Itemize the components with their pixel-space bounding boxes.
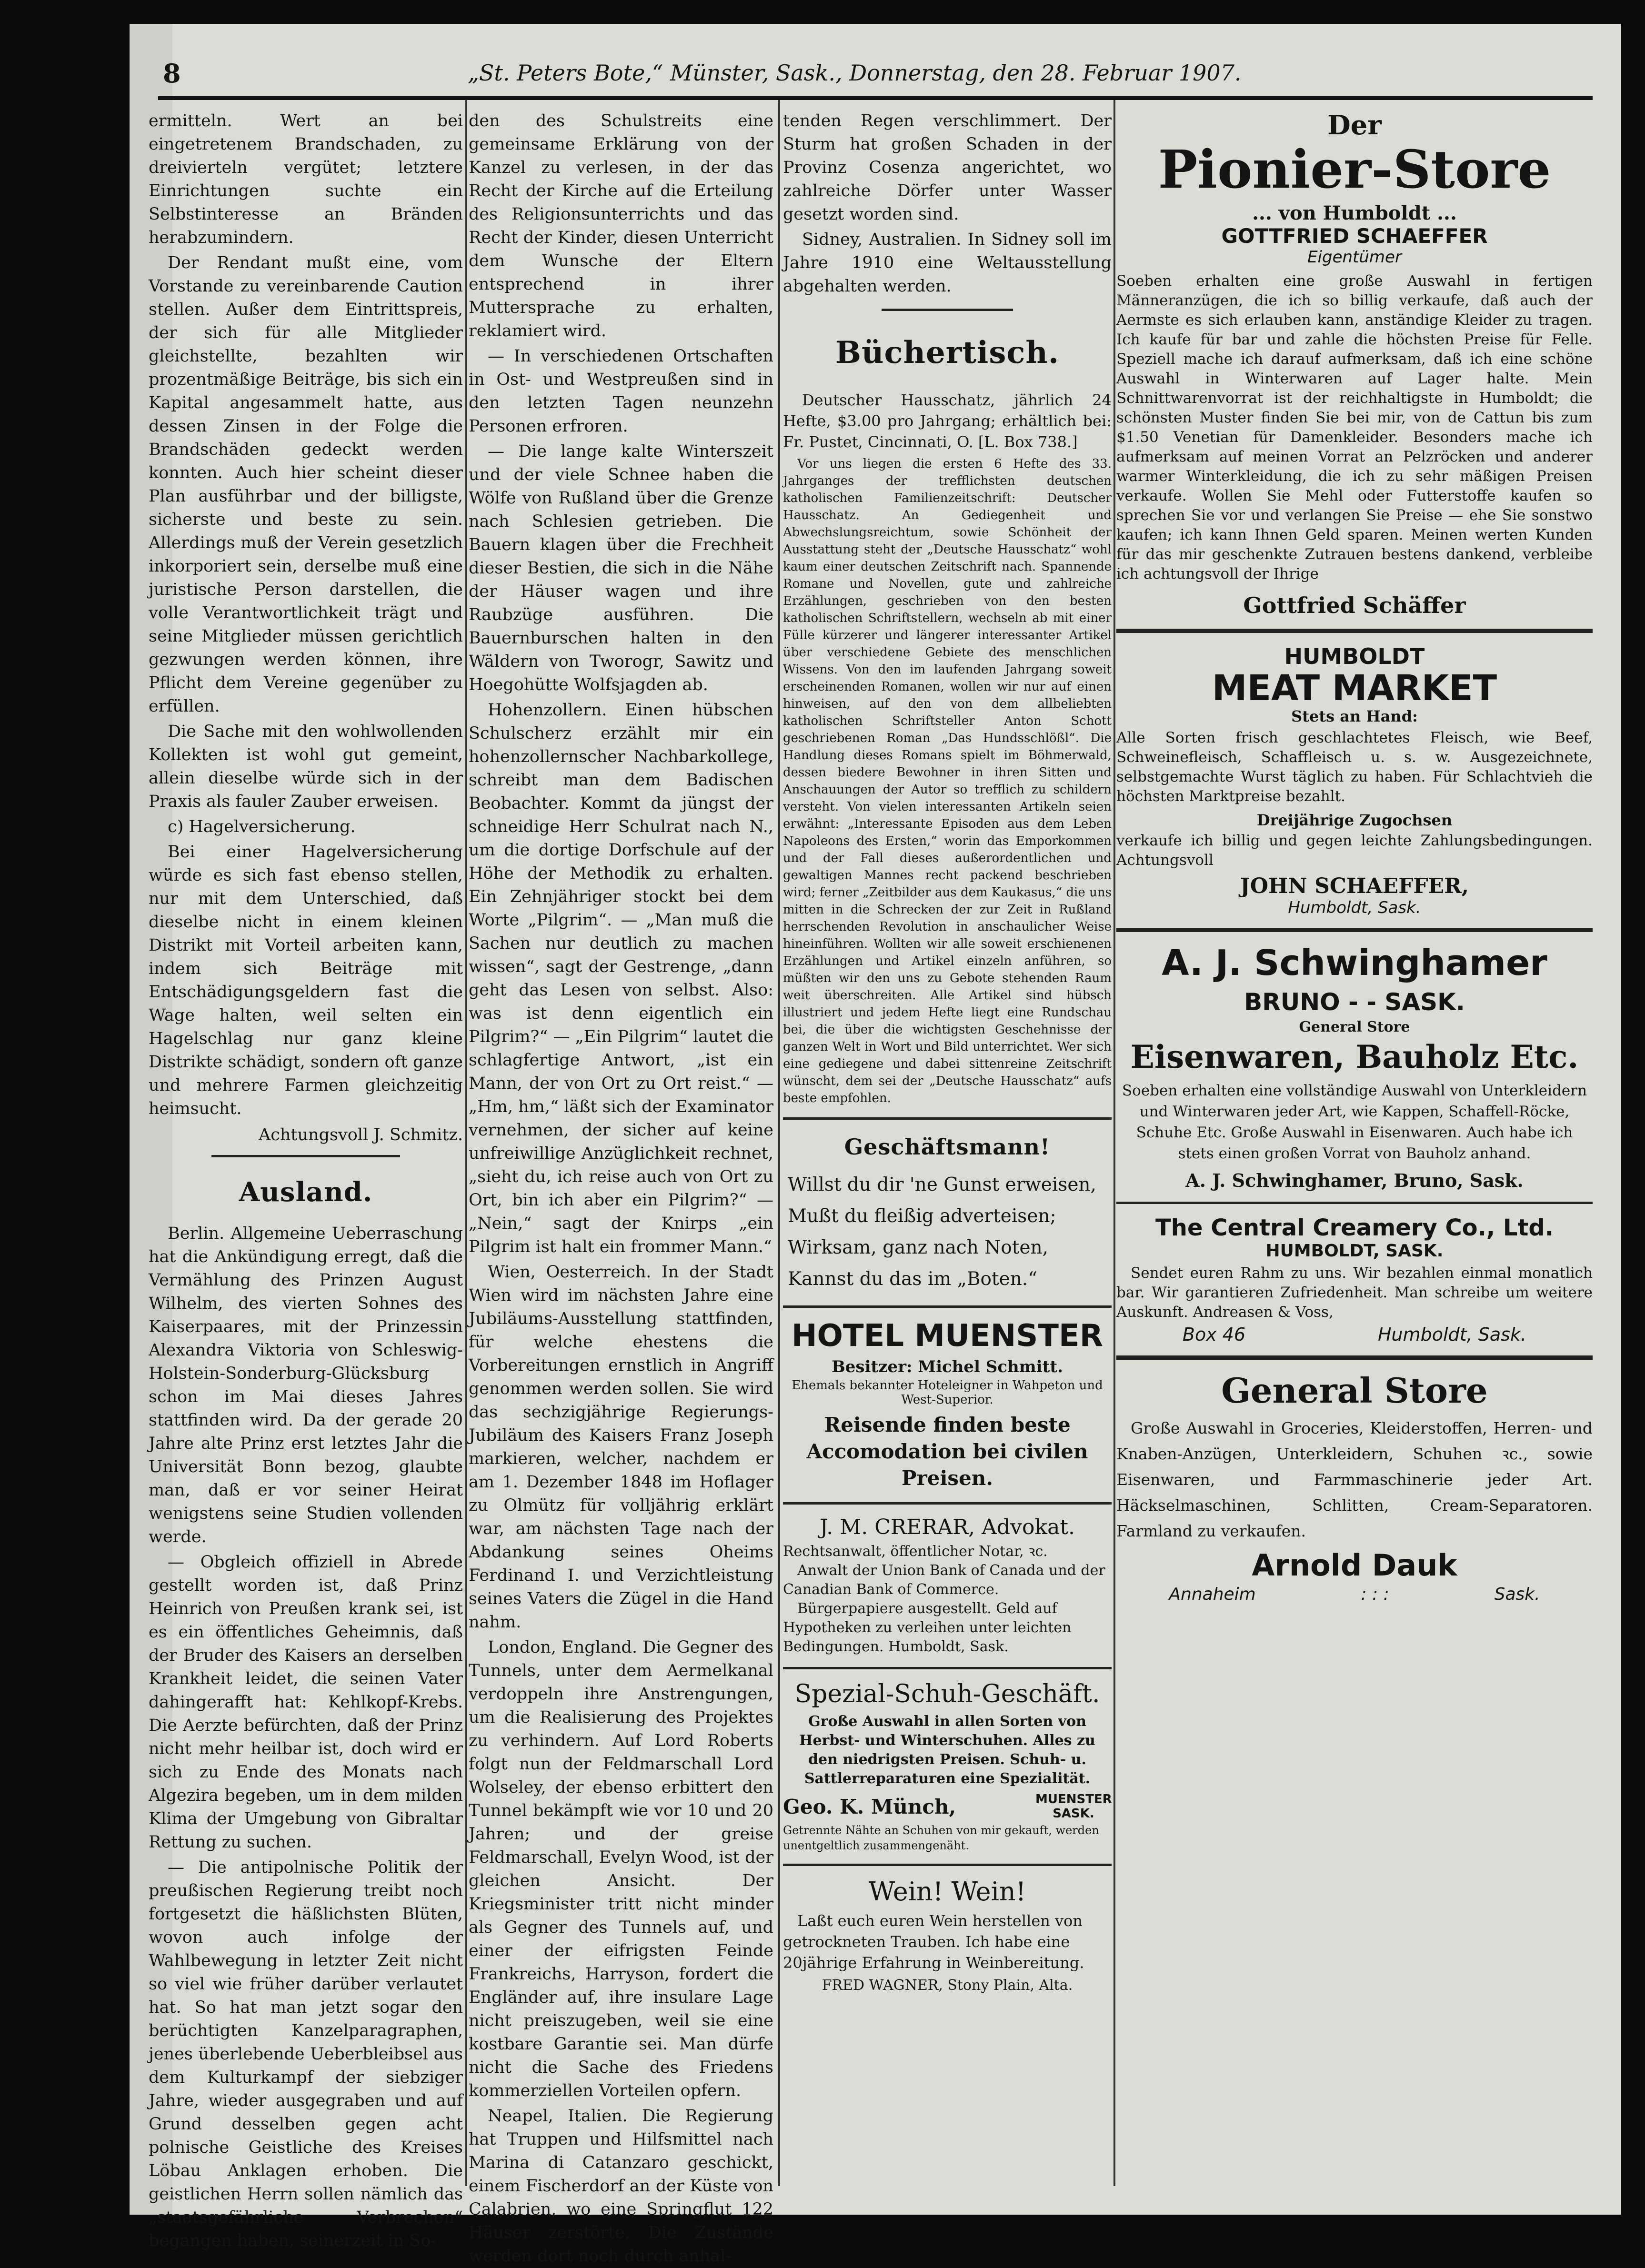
gs-name: Arnold Dauk [1252, 1548, 1457, 1583]
pionier-title: Eigentümer [1307, 248, 1402, 267]
divider [211, 1155, 400, 1157]
article-paragraph: — Die antipolnische Politik der preußischen Regierung treibt noch fortgesetzt die häßlichsten Blüten, wovon auch infolge der Wahlbewegung in letzter Zeit nicht so viel wie früher darüber verlautet hat. So hat man jetzt sogar den berüchtigten Kanzelparagraphen, jenes überlebende Ueberbleibsel aus dem Kulturkampf der siebziger Jahre, wieder ausgegraben und auf Grund desselben gegen acht polnische Geistliche des Kreises Löbau Anklagen erhoben. Die geistlichen Herrn sollen nämlich das „staatsgefährliche Verbrechen“ begangen haben, seinerzeit in So- [149, 1858, 463, 2250]
column-4 [1116, 110, 1593, 2186]
wein-sign: FRED WAGNER, Stony Plain, Alta. [822, 1977, 1073, 1994]
schuh-heading: Spezial-Schuh-Geschäft. [794, 1680, 1100, 1708]
subheading: c) Hagelversicherung. [168, 817, 356, 836]
article-paragraph: Hohenzollern. Einen hübschen Schulscherz erzählt mir ein hohenzollernscher Nachbarkollege, schreibt man dem Badischen Beobachter. Kommt da jüngst der schneidige Herr Schulrat nach N., um die dortige Dorfschule auf der Höhe der Methodik zu erhalten. Ein Zehnjähriger stockt bei dem Worte „Pilgrim“. — „Man muß die Sachen nur deutlich zu machen wissen“, sagt der Gestrenge, „dann geht das Lesen von selbst. Also: was ist denn eigentlich ein Pilgrim?“ — „Ein Pilgrim“ lautet die schlagfertige Antwort, „ist ein Mann, der von Ort zu Ort reist.“ — „Hm, hm,“ läßt sich der Examinator vernehmen, der sicher auf keine unfreiwillige Anzüglichkeit rechnet, „sieht du, ich reise auch von Ort zu Ort, bin ich aber ein Pilgrim?“ — „Nein,“ sagt der Knirps „ein Pilgrim ist halt ein frommer Mann.“ [469, 701, 773, 1256]
column-rule [778, 100, 780, 2186]
article-paragraph: — Die lange kalte Winterszeit und der viele Schnee haben die Wölfe von Rußland über die Grenze nach Schlesien getrieben. Die Bauern klagen über die Frechheit dieser Bestien, die sich in die Nähe der Häuser wagen und ihre Raubzüge ausführen. Die Bauernburschen halten in den Wäldern von Tworogr, Sawitz und Hoegohütte Wolfsjagden ab. [469, 442, 773, 694]
article-paragraph: ermitteln. Wert an bei eingetretenem Brandschaden, zu dreivierteln vergütet; letztere Einrichtungen suchte ein Selbstinteresse an Bränden herabzumindern. [149, 111, 463, 247]
meat-sign: JOHN SCHAEFFER, [1240, 874, 1469, 898]
masthead-line: „St. Peters Bote,“ Münster, Sask., Donnerstag, den 28. Februar 1907. [468, 60, 1242, 86]
divider [783, 1117, 1112, 1120]
article-paragraph: Der Rendant mußt eine, vom Vorstande zu vereinbarende Caution stellen. Außer dem Eintrittspreis, der sich für alle Mitglieder gleichstellte, bezahlten wir prozentmäßige Beiträge, bis sich ein Kapital angesammelt hatte, aus dessen Zinsen in der Folge die Brandschäden gedeckt werden konnten. Auch hier scheint dieser Plan ausführbar und der billigste, sicherste und beste zu sein. Allerdings muß der Verein gesetzlich inkorporiert sein, derselbe muß eine juristische Person darstellen, die volle Verantwortlichkeit trägt und seine Mitglieder müssen gerichtlich gezwungen werden können, ihre Pflicht dem Vereine gegenüber zu erfüllen. [149, 253, 463, 716]
ajs-heading: Eisenwaren, Bauholz Etc. [1130, 1038, 1579, 1075]
cream-name: The Central Creamery Co., Ltd. [1155, 1214, 1554, 1241]
divider [1116, 1355, 1593, 1360]
wein-heading: Wein! Wein! [868, 1877, 1026, 1907]
meat-sub: Stets an Hand: [1291, 707, 1418, 725]
divider [882, 309, 1013, 311]
article-paragraph: Berlin. Allgemeine Ueberraschung hat die Ankündigung erregt, daß die Vermählung des Prinzen August Wilhelm, des vierten Sohnes des Kaiserpaares, mit der Prinzessin Alexandra Viktoria von Schleswig-Holstein-Sonderburg-Glücksburg schon im Mai dieses Jahres stattfinden wird. Da der gerade 20 Jahre alte Prinz erst letztes Jahr die Universität Bonn bezog, glaubte man, daß er vor seiner Heirat wenigstens seine Studien vollenden werde. [149, 1224, 463, 1546]
page-number: 8 [163, 58, 181, 89]
meat-place: Humboldt, Sask. [1288, 898, 1421, 917]
creamery-ad [1116, 1214, 1593, 1345]
wein-text: Laßt euch euren Wein herstellen von getrockneten Trauben. Ich habe eine 20jährige Erfahrung in Weinbereitung. [783, 1912, 1084, 1972]
article-paragraph: Bei einer Hagelversicherung würde es sich fast ebenso stellen, nur mit dem Unterschied, daß dieselbe nicht in einem kleinen Distrikt mit Vorteil arbeiten kann, indem sich Beiträge mit Entschädigungsgeldern fast die Wage halten, weil selten ein Hagelschlag nur ganz kleine Distrikte schädigt, sondern oft ganze und mehrere Farmen gleichzeitig heimsucht. [149, 843, 463, 1118]
schuh-name: Geo. K. Münch, [783, 1795, 956, 1818]
divider [783, 1305, 1112, 1308]
divider [783, 1667, 1112, 1669]
schuh-place: MUENSTER SASK. [1035, 1792, 1112, 1821]
poem-line: Willst du dir 'ne Gunst erweisen, [788, 1174, 1096, 1195]
hotel-ad [783, 1318, 1112, 1492]
ajs-place: BRUNO - - SASK. [1244, 988, 1465, 1016]
section-heading: Büchertisch. [835, 335, 1060, 371]
meat-name: MEAT MARKET [1212, 668, 1497, 709]
poem-line: Wirksam, ganz nach Noten, [788, 1237, 1049, 1258]
cream-place: HUMBOLDT, SASK. [1265, 1241, 1444, 1261]
header-rule [158, 96, 1593, 100]
ajs-text: Soeben erhalten eine vollständige Auswahl von Unterkleidern und Winterwaren jeder Art, wie Kappen, Schaffell-Röcke, Schuhe Etc. Große Auswahl in Eisenwaren. Auch habe ich stets einen großen Vorrat von Bauholz anhand. [1122, 1082, 1587, 1162]
article-paragraph: den des Schulstreits eine gemeinsame Erklärung von der Kanzel zu verlesen, in der das Recht der Kirche auf die Erteilung des Religionsunterrichts und das Recht der Kinder, diesen Unterricht dem Wunsche der Eltern entsprechend in ihrer Muttersprache zu erhalten, reklamiert wird. [469, 111, 773, 341]
schuh-text: Große Auswahl in allen Sorten von Herbst- und Winterschuhen. Alles zu den niedrigsten Preisen. Schuh- u. Sattlerreparaturen eine Spezialität. [799, 1713, 1095, 1787]
divider [1116, 928, 1593, 932]
book-review: Vor uns liegen die ersten 6 Hefte des 33. Jahrganges der trefflichsten deutschen katholischen Familienzeitschrift: Deutscher Hausschatz. An Gediegenheit und Abwechslungsreichtum, sowie Schönheit der Ausstattung steht der „Deutsche Hausschatz“ wohl kaum einer deutschen Zeitschrift nach. Spannende Romane und Novellen, gute und zahlreiche Erzählungen, geschrieben von den besten katholischen Schriftstellern, wechseln ab mit einer Fülle kürzerer und längerer interessanter Artikel über verschiedene Gebiete des menschlichen Wissens. Von den im laufenden Jahrgang soweit erscheinenden Romanen, wollen wir nur auf einen hinweisen, auf den von dem allbeliebten katholischen Schriftsteller Anton Schott geschriebenen Roman „Das Hundsschlößl“. Die Handlung dieses Romans spielt im Böhmerwald, dessen biedere Bewohner in ihren Sitten und Anschauungen der Autor so trefflich zu schildern versteht. Von vielen interessanten Artikeln seien erwähnt: „Interessante Episoden aus dem Leben Napoleons des Ersten,“ worin das Emporkommen und der Fall dieses außerordentlichen und gewaltigen Mannes recht packend beschrieben wird; ferner „Zeitbilder aus dem Kaukasus,“ die uns mitten in die Schrecken der zur Zeit in Rußland herrschenden Revolution in anschaulicher Weise hineinführen. Wollten wir alle soweit erschienenen Erzählungen und Artikel einzeln anführen, so müßten wir den uns zu Gebote stehenden Raum weit überschreiten. Alle Artikel sind hübsch illustriert und jedem Hefte liegt eine Rundschau bei, die über die wichtigsten Geschehnisse der ganzen Welt in Wort und Bild unterrichtet. Wer sich eine gediegene und dabei sittenreine Zeitschrift wünscht, dem sei der „Deutsche Hausschatz“ aufs beste empfohlen. [783, 457, 1112, 1105]
article-paragraph: — In verschiedenen Ortschaften in Ost- und Westpreußen sind in den letzten Tagen neunzehn Personen erfroren. [469, 347, 773, 436]
column-rule [465, 100, 467, 2186]
newspaper-page [130, 24, 1621, 2266]
pionier-der: Der [1327, 110, 1382, 141]
meat-town: HUMBOLDT [1284, 643, 1425, 669]
hotel-note: Ehemals bekannter Hoteleigner in Wahpeton und West-Superior. [792, 1378, 1103, 1407]
pionier-name: Pionier-Store [1158, 139, 1551, 200]
schuh-ad [783, 1680, 1112, 1853]
meat-text: Alle Sorten frisch geschlachtetes Fleisch, wie Beef, Schweinefleisch, Schaffleisch u. s. w. Ausgezeichnete, selbstgemachte Wurst täglich zu haben. Für Schlachtvieh die höchsten Marktpreise bezahlt. [1116, 729, 1593, 805]
general-store-ad [1116, 1370, 1593, 1604]
column-3 [783, 110, 1112, 2186]
pionier-von: ... von Humboldt ... [1252, 202, 1457, 224]
hotel-name: HOTEL MUENSTER [791, 1318, 1103, 1354]
gs-dots: : : : [1361, 1585, 1389, 1604]
column-rule [1113, 100, 1115, 2186]
article-paragraph: Neapel, Italien. Die Regierung hat Truppen und Hilfsmittel nach Marina di Catanzaro geschickt, einem Fischerdorf an der Küste von Calabrien, wo eine Springflut 122 Häuser zerstörte. Die Zustände werden dort noch durch anhal- [469, 2107, 773, 2266]
crerar-line: Rechtsanwalt, öffentlicher Notar, ꝛc. [783, 1543, 1048, 1560]
cream-town: Humboldt, Sask. [1377, 1324, 1527, 1345]
divider [1116, 629, 1593, 633]
ajs-name: A. J. Schwinghamer [1162, 943, 1547, 983]
poem-line: Mußt du fleißig adverteisen; [788, 1205, 1056, 1227]
ad-heading: Geschäftsmann! [844, 1134, 1051, 1160]
article-paragraph: — Obgleich offiziell in Abrede gestellt worden ist, daß Prinz Heinrich von Preußen krank sei, ist es ein öffentliches Geheimnis, daß der Bruder des Kaisers an derselben Krankheit leidet, die seinen Vater dahingerafft hat: Kehlkopf-Krebs. Die Aerzte befürchten, daß der Prinz nicht mehr heilbar ist, doch wird er sich zu Ende des Monats nach Algezira begeben, um in dem milden Klima der Umgebung von Gibraltar Rettung zu suchen. [149, 1553, 463, 1852]
cream-box: Box 46 [1182, 1324, 1246, 1345]
schuh-note: Getrennte Nähte an Schuhen von mir gekauft, werden unentgeltlich zusammengenäht. [783, 1824, 1099, 1852]
meat-text2: verkaufe ich billig und gegen leichte Zahlungsbedingungen. Achtungsvoll [1116, 832, 1593, 869]
schwinghamer-ad [1116, 943, 1593, 1191]
divider [783, 1502, 1112, 1505]
gs-heading: General Store [1221, 1370, 1488, 1411]
pionier-store-ad [1116, 110, 1593, 618]
signature: Achtungsvoll J. Schmitz. [259, 1125, 463, 1144]
ajs-sign: A. J. Schwinghamer, Bruno, Sask. [1185, 1170, 1524, 1191]
article-paragraph: tenden Regen verschlimmert. Der Sturm hat großen Schaden in der Provinz Cosenza angerichtet, wo zahlreiche Dörfer unter Wasser gesetzt worden sind. [783, 111, 1112, 224]
gs-town: Annaheim [1169, 1585, 1256, 1604]
crerar-ad [783, 1515, 1112, 1656]
meat-sub2: Dreijährige Zugochsen [1256, 811, 1453, 829]
book-intro: Deutscher Hausschatz, jährlich 24 Hefte, $3.00 pro Jahrgang; erhältlich bei: Fr. Pustet, Cincinnati, O. [L. Box 738.] [783, 391, 1112, 451]
meat-market-ad [1116, 643, 1593, 917]
crerar-line: Anwalt der Union Bank of Canada und der Canadian Bank of Commerce. [783, 1562, 1105, 1598]
crerar-line: Bürgerpapiere ausgestellt. Geld auf Hypotheken zu verleihen unter leichten Bedingungen. Humboldt, Sask. [783, 1600, 1072, 1655]
gs-state: Sask. [1494, 1585, 1540, 1604]
pionier-owner: GOTTFRIED SCHAEFFER [1221, 224, 1488, 248]
hotel-owner: Besitzer: Michel Schmitt. [832, 1357, 1063, 1376]
gs-text: Große Auswahl in Groceries, Kleiderstoffen, Herren- und Knaben-Anzügen, Unterkleidern, Schuhen ꝛc., sowie Eisenwaren, und Farmmaschinerie jeder Art. Häckselmaschinen, Schlitten, Cream-Separatoren. Farmland zu verkaufen. [1116, 1419, 1593, 1540]
section-heading: Ausland. [239, 1176, 373, 1208]
article-paragraph: Sidney, Australien. In Sidney soll im Jahre 1910 eine Weltausstellung abgehalten werden. [783, 230, 1112, 296]
page-header [163, 38, 1588, 95]
divider [1116, 1202, 1593, 1204]
hotel-slogan: Reisende finden beste Accomodation bei civilen Preisen. [806, 1413, 1088, 1490]
article-paragraph: Die Sache mit den wohlwollenden Kollekten ist wohl gut gemeint, allein dieselbe würde sich in der Praxis als fauler Zauber erweisen. [149, 722, 463, 811]
column-1 [149, 110, 463, 2250]
wein-ad [783, 1877, 1112, 1994]
article-paragraph: London, England. Die Gegner des Tunnels, unter dem Aermelkanal verdoppeln ihre Anstrengungen, um die Realisierung des Projektes zu verhindern. Auf Lord Roberts folgt nun der Feldmarschall Lord Wolseley, der ebenso erbittert den Tunnel bekämpft wie vor 10 und 20 Jahren; und der greise Feldmarschall, Evelyn Wood, ist der gleichen Ansicht. Der Kriegsminister tritt nicht minder als Gegner des Tunnels auf, und einer der eifrigsten Feinde Frankreichs, Harryson, fordert die Engländer auf, ihre insulare Lage nicht preiszugeben, weil sie eine kostbare Garantie sei. Man dürfe nicht die Sache des Friedens kommerziellen Vorteilen opfern. [469, 1638, 773, 2100]
divider [783, 1864, 1112, 1866]
pionier-sign: Gottfried Schäffer [1243, 592, 1466, 618]
pionier-text: Soeben erhalten eine große Auswahl in fertigen Männeranzügen, die ich so billig verkaufe, daß auch der Aermste es sich erlauben kann, anständige Kleider zu tragen. Ich kaufe für bar und zahle die höchsten Preise für Felle. Speziell mache ich darauf aufmerksam, daß ich eine schöne Auswahl in Winterwaren auf Lager halte. Mein Schnittwarenvorrat ist der reichhaltigste in Humboldt; die schönsten Muster finden Sie bei mir, von de Cattun bis zum $1.50 Venetian für Damenkleider. Besonders mache ich aufmerksam auf meinen Vorrat an Pelzröcken und anderer warmer Winterkleidung, die ich zu sehr mäßigen Preisen verkaufe. Wollen Sie Mehl oder Futterstoffe kaufen so sprechen Sie vor und verlangen Sie Preise — ehe Sie sonstwo kaufen; ich kann Ihnen Geld sparen. Meinen werten Kunden für das mir geschenkte Zutrauen bestens dankend, verbleibe ich achtungsvoll der Ihrige [1116, 272, 1593, 582]
crerar-name: J. M. CRERAR, Advokat. [820, 1515, 1075, 1539]
cream-text: Sendet euren Rahm zu uns. Wir bezahlen einmal monatlich bar. Wir garantieren Zufriedenheit. Man schreibe um weitere Auskunft. Andreasen & Voss, [1116, 1264, 1593, 1321]
column-2 [469, 110, 773, 2266]
ad-poem [788, 1169, 1112, 1295]
poem-line: Kannst du das im „Boten.“ [788, 1268, 1038, 1290]
ajs-sub: General Store [1299, 1019, 1410, 1035]
article-paragraph: Wien, Oesterreich. In der Stadt Wien wird im nächsten Jahre eine Jubiläums-Ausstellung stattfinden, für welche ehestens die Vorbereitungen ernstlich in Angriff genommen werden sollen. Sie wird das sechzigjährige Regierungs-Jubiläum des Kaisers Franz Joseph markieren, welcher, nachdem er am 1. Dezember 1848 im Hoflager zu Olmütz für volljährig erklärt war, am nächsten Tage nach der Abdankung seines Oheims Ferdinand I. und Verzichtleistung seines Vaters die Zügel in die Hand nahm. [469, 1263, 773, 1632]
